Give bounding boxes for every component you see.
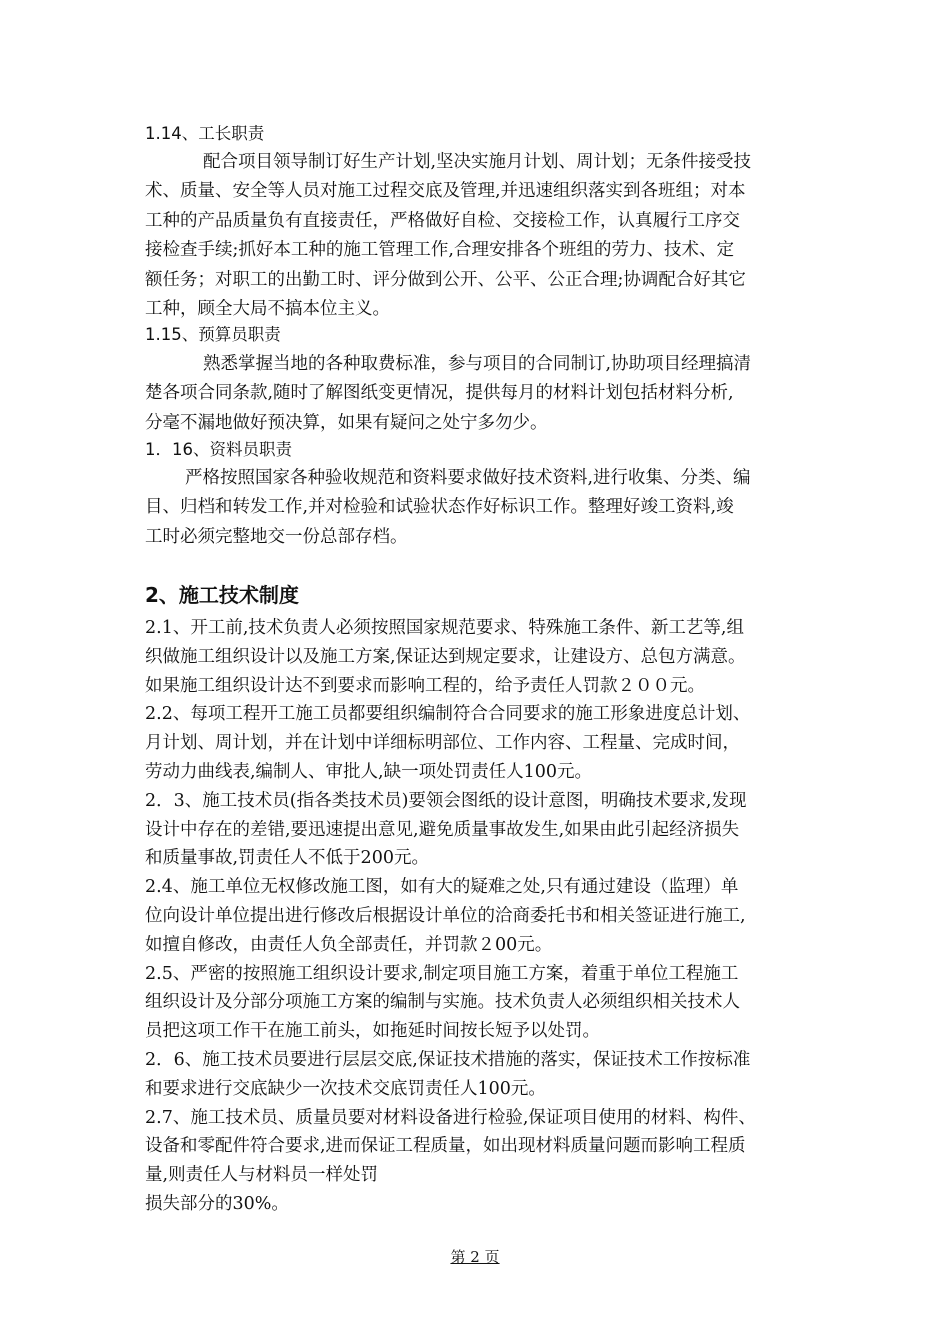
paragraph-line: 员把这项工作干在施工前头，如拖延时间按长短予以处罚。	[145, 1021, 600, 1041]
section-heading-1-16: 1．16、资料员职责	[145, 440, 292, 459]
paragraph-line: 如果施工组织设计达不到要求而影响工程的，给予责任人罚款２００元。	[145, 676, 705, 696]
paragraph-line: 工种的产品质量负有直接责任，严格做好自检、交接检工作，认真履行工序交	[145, 211, 740, 231]
paragraph-line: 2．6、施工技术员要进行层层交底,保证技术措施的落实，保证技术工作按标准	[145, 1050, 751, 1070]
section-heading-1-14: 1.14、工长职责	[145, 124, 265, 143]
paragraph-line: 和质量事故,罚责任人不低于200元。	[145, 848, 429, 868]
paragraph-line: 术、质量、安全等人员对施工过程交底及管理,并迅速组织落实到各班组；对本	[145, 181, 746, 201]
paragraph-line: 量,则责任人与材料员一样处罚	[145, 1165, 379, 1185]
paragraph-line: 分毫不漏地做好预决算，如果有疑问之处宁多勿少。	[145, 413, 548, 433]
paragraph-line: 组织设计及分部分项施工方案的编制与实施。技术负责人必须组织相关技术人	[145, 992, 740, 1012]
paragraph-line: 设备和零配件符合要求,进而保证工程质量，如出现材料质量问题而影响工程质	[145, 1136, 746, 1156]
paragraph-line: 接检查手续;抓好本工种的施工管理工作,合理安排各个班组的劳力、技术、定	[145, 240, 734, 260]
section-heading-2: 2、施工技术制度	[145, 583, 299, 607]
paragraph-line: 严格按照国家各种验收规范和资料要求做好技术资料,进行收集、分类、编	[185, 468, 751, 488]
page-number: 第 2 页	[450, 1248, 500, 1266]
paragraph-line: 熟悉掌握当地的各种取费标准，参与项目的合同制订,协助项目经理搞清	[203, 354, 752, 374]
section-heading-1-15: 1.15、预算员职责	[145, 325, 281, 344]
paragraph-line: 劳动力曲线表,编制人、审批人,缺一项处罚责任人100元。	[145, 762, 593, 782]
paragraph-line: 额任务；对职工的出勤工时、评分做到公开、公平、公正合理;协调配合好其它	[145, 270, 746, 290]
paragraph-line: 楚各项合同条款,随时了解图纸变更情况，提供每月的材料计划包括材料分析,	[145, 383, 734, 403]
paragraph-line: 设计中存在的差错,要迅速提出意见,避免质量事故发生,如果由此引起经济损失	[145, 820, 740, 840]
paragraph-line: 2.2、每项工程开工施工员都要组织编制符合合同要求的施工形象进度总计划、	[145, 704, 751, 724]
paragraph-line: 如擅自修改，由责任人负全部责任，并罚款２00元。	[145, 935, 553, 955]
paragraph-line: 配合项目领导制订好生产计划,坚决实施月计划、周计划；无条件接受技	[203, 152, 752, 172]
paragraph-line: 工种，顾全大局不搞本位主义。	[145, 299, 390, 319]
paragraph-line: 2．3、施工技术员(指各类技术员)要领会图纸的设计意图，明确技术要求,发现	[145, 791, 747, 811]
paragraph-line: 月计划、周计划，并在计划中详细标明部位、工作内容、工程量、完成时间，	[145, 733, 740, 753]
paragraph-line: 位向设计单位提出进行修改后根据设计单位的洽商委托书和相关签证进行施工,	[145, 906, 746, 926]
paragraph-line: 目、归档和转发工作,并对检验和试验状态作好标识工作。整理好竣工资料,竣	[145, 497, 734, 517]
paragraph-line: 和要求进行交底缺少一次技术交底罚责任人100元。	[145, 1079, 546, 1099]
paragraph-line: 2.5、严密的按照施工组织设计要求,制定项目施工方案，着重于单位工程施工	[145, 964, 739, 984]
paragraph-line: 织做施工组织设计以及施工方案,保证达到规定要求，让建设方、总包方满意。	[145, 647, 746, 667]
paragraph-line: 工时必须完整地交一份总部存档。	[145, 527, 408, 547]
paragraph-line: 2.1、开工前,技术负责人必须按照国家规范要求、特殊施工条件、新工艺等,组	[145, 618, 744, 638]
paragraph-line: 2.7、施工技术员、质量员要对材料设备进行检验,保证项目使用的材料、构件、	[145, 1108, 756, 1128]
paragraph-line: 2.4、施工单位无权修改施工图，如有大的疑难之处,只有通过建设（监理）单	[145, 877, 739, 897]
paragraph-line: 损失部分的30%。	[145, 1194, 289, 1214]
